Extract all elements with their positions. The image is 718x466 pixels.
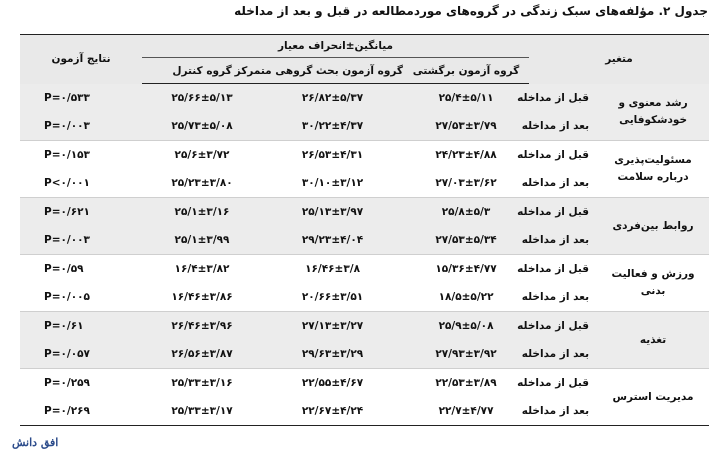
cell-control: ۲۵/۲۳±۳/۸۰ — [142, 169, 262, 198]
cell-p-value: P<۰/۰۰۱ — [20, 169, 142, 198]
cell-reversal: ۲۴/۲۳±۴/۸۸ — [403, 141, 529, 170]
cell-control: ۱۶/۴۶±۳/۸۶ — [142, 283, 262, 312]
cell-focused: ۲۲/۵۵±۴/۶۷ — [262, 369, 403, 398]
cell-control: ۲۵/۱±۳/۱۶ — [142, 198, 262, 227]
cell-reversal: ۲۷/۵۳±۵/۳۴ — [403, 226, 529, 255]
table-row — [20, 84, 709, 113]
table-row — [20, 369, 709, 398]
row-group — [20, 369, 709, 426]
row-group — [20, 84, 709, 141]
data-table — [20, 34, 709, 426]
cell-p-value: P=۰/۶۱ — [20, 312, 142, 341]
cell-p-value: P=۰/۵۳۳ — [20, 84, 142, 113]
cell-p-value: P=۰/۲۵۹ — [20, 369, 142, 398]
row-group — [20, 141, 709, 198]
table-row — [20, 255, 709, 284]
header-focused-group: گروه آزمون بحث گروهی متمرکز — [262, 58, 403, 84]
period-label: بعد از مداخله — [529, 169, 597, 198]
cell-control: ۱۶/۴±۳/۸۲ — [142, 255, 262, 284]
cell-control: ۲۶/۵۶±۳/۸۷ — [142, 340, 262, 369]
cell-p-value: P=۰/۰۰۵ — [20, 283, 142, 312]
cell-p-value: P=۰/۵۹ — [20, 255, 142, 284]
period-label: بعد از مداخله — [529, 283, 597, 312]
cell-p-value: P=۰/۶۲۱ — [20, 198, 142, 227]
cell-control: ۲۵/۷۳±۵/۰۸ — [142, 112, 262, 141]
header-control-group: گروه کنترل — [142, 58, 262, 84]
cell-focused: ۲۷/۱۳±۳/۲۷ — [262, 312, 403, 341]
header-results: نتایج آزمون — [20, 35, 142, 84]
header-variable: متغیر — [529, 35, 709, 84]
cell-focused: ۳۰/۲۲±۴/۳۷ — [262, 112, 403, 141]
cell-control: ۲۵/۶۶±۵/۱۳ — [142, 84, 262, 113]
cell-p-value: P=۰/۰۰۳ — [20, 226, 142, 255]
cell-p-value: P=۰/۱۵۳ — [20, 141, 142, 170]
table-row — [20, 312, 709, 341]
table-caption — [8, 4, 708, 18]
cell-focused: ۲۰/۶۶±۳/۵۱ — [262, 283, 403, 312]
period-label: قبل از مداخله — [529, 141, 597, 170]
period-label: بعد از مداخله — [529, 397, 597, 426]
cell-reversal: ۲۷/۰۳±۳/۶۲ — [403, 169, 529, 198]
row-group — [20, 312, 709, 369]
row-group — [20, 255, 709, 312]
cell-focused: ۲۶/۸۲±۵/۳۷ — [262, 84, 403, 113]
period-label: قبل از مداخله — [529, 369, 597, 398]
variable-label: تغذیه — [597, 312, 709, 369]
caption-label: جدول ۲. — [658, 4, 708, 18]
cell-focused: ۳۰/۱۰±۳/۱۲ — [262, 169, 403, 198]
cell-reversal: ۱۸/۵±۵/۲۲ — [403, 283, 529, 312]
table-row — [20, 141, 709, 170]
period-label: بعد از مداخله — [529, 112, 597, 141]
period-label: قبل از مداخله — [529, 198, 597, 227]
cell-reversal: ۲۲/۷±۴/۷۷ — [403, 397, 529, 426]
cell-reversal: ۲۵/۴±۵/۱۱ — [403, 84, 529, 113]
journal-logo: افق دانش — [12, 436, 59, 449]
cell-focused: ۲۲/۶۷±۴/۲۴ — [262, 397, 403, 426]
cell-reversal: ۲۷/۵۳±۳/۷۹ — [403, 112, 529, 141]
cell-reversal: ۱۵/۳۶±۴/۷۷ — [403, 255, 529, 284]
period-label: قبل از مداخله — [529, 312, 597, 341]
variable-label: ورزش و فعالیت بدنی — [597, 255, 709, 312]
table-row — [20, 198, 709, 227]
variable-label: روابط بین‌فردی — [597, 198, 709, 255]
cell-focused: ۱۶/۴۶±۳/۸ — [262, 255, 403, 284]
cell-reversal: ۲۵/۸±۵/۳ — [403, 198, 529, 227]
header-reversal-group: گروه آزمون برگشتی — [403, 58, 529, 84]
cell-focused: ۲۹/۲۳±۴/۰۴ — [262, 226, 403, 255]
period-label: بعد از مداخله — [529, 340, 597, 369]
cell-p-value: P=۰/۲۶۹ — [20, 397, 142, 426]
variable-label: مسئولیت‌پذیری درباره سلامت — [597, 141, 709, 198]
cell-p-value: P=۰/۰۵۷ — [20, 340, 142, 369]
caption-text: مؤلفه‌های سبک زندگی در گروه‌های موردمطالعه در قبل و بعد از مداخله — [234, 4, 655, 18]
header-mean-sd: میانگین±انحراف معیار — [142, 35, 529, 58]
cell-control: ۲۵/۳۳±۳/۱۷ — [142, 397, 262, 426]
period-label: قبل از مداخله — [529, 84, 597, 113]
cell-control: ۲۵/۳۳±۳/۱۶ — [142, 369, 262, 398]
cell-reversal: ۲۲/۵۳±۳/۸۹ — [403, 369, 529, 398]
cell-control: ۲۵/۶±۳/۷۲ — [142, 141, 262, 170]
cell-control: ۲۵/۱±۳/۹۹ — [142, 226, 262, 255]
cell-p-value: P=۰/۰۰۳ — [20, 112, 142, 141]
cell-focused: ۲۶/۵۳±۴/۳۱ — [262, 141, 403, 170]
period-label: قبل از مداخله — [529, 255, 597, 284]
cell-focused: ۲۹/۶۳±۳/۲۹ — [262, 340, 403, 369]
variable-label: رشد معنوی و خودشکوفایی — [597, 84, 709, 141]
row-group — [20, 198, 709, 255]
variable-label: مدیریت استرس — [597, 369, 709, 426]
cell-control: ۲۶/۴۶±۳/۹۶ — [142, 312, 262, 341]
cell-focused: ۲۵/۱۳±۳/۹۷ — [262, 198, 403, 227]
table-header — [20, 35, 709, 84]
period-label: بعد از مداخله — [529, 226, 597, 255]
cell-reversal: ۲۷/۹۳±۳/۹۲ — [403, 340, 529, 369]
cell-reversal: ۲۵/۹±۵/۰۸ — [403, 312, 529, 341]
